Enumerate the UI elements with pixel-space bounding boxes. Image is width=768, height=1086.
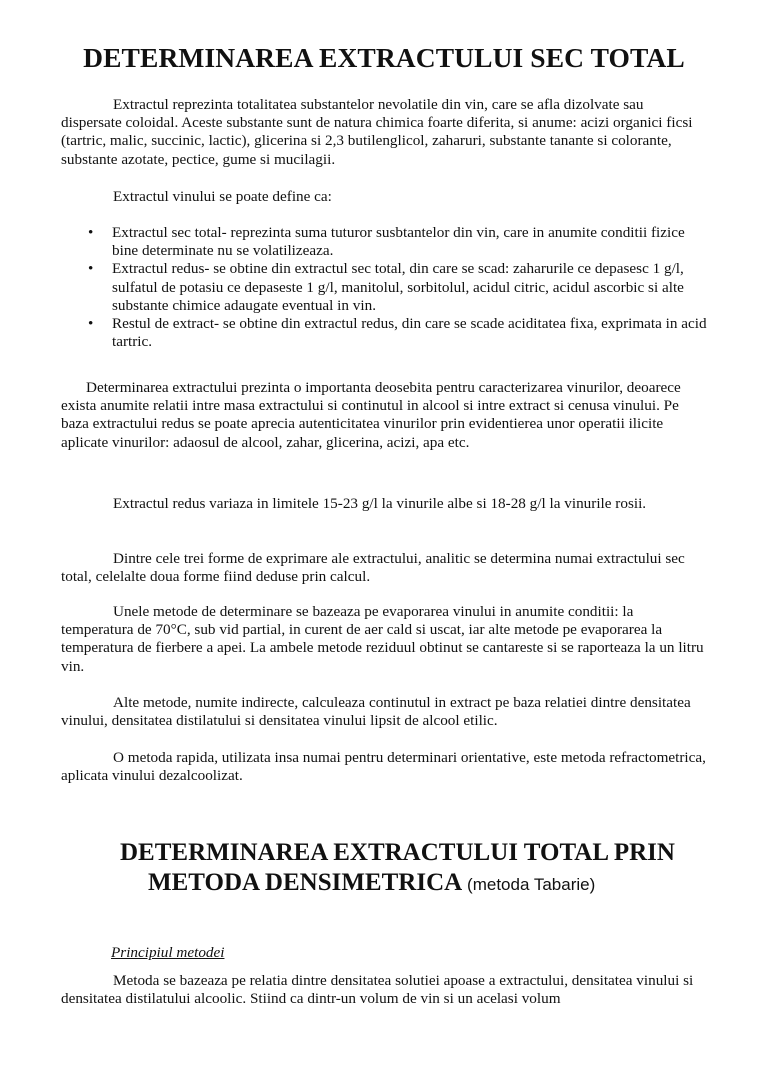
list-item-text: Restul de extract- se obtine din extractul redus, din care se scade aciditatea fixa, exprimata in acid tartric.: [112, 315, 707, 351]
calculation-paragraph: Dintre cele trei forme de exprimare ale extractului, analitic se determina numai extractului sec total, celelalte doua forme fiind deduse prin calcul.: [61, 550, 685, 586]
list-item-text: Extractul redus- se obtine din extractul sec total, din care se scad: zaharurile ce depasesc 1 g/l, sulfatul de potasiu ce depaseste 1 g/l, manitolul, sorbitolul, acidul citric, acidul ascorbic si alte substante chimice adaugate eventual in vin.: [112, 260, 684, 314]
importance-paragraph: Determinarea extractului prezinta o importanta deosebita pentru caracterizarea vinurilor, deoarece exista anumite relatii intre masa extractului si continutul in alcool si intre extract si cenusa vinului. Pe baza extractului redus se poate aprecia autenticitatea vinurilor prin evidentierea unor operatii ilicite aplicate vinurilor: adaosul de alcool, zahar, glicerina, acizi, apa etc.: [61, 379, 681, 451]
indirect-methods-paragraph: Alte metode, numite indirecte, calculeaza continutul in extract pe baza relatiei dintre densitatea vinului, densitatea distilatului si densitatea vinului lipsit de alcool etilic.: [61, 694, 691, 730]
section-title-line1: DETERMINAREA EXTRACTULUI TOTAL PRIN: [120, 839, 675, 866]
section-title-line2: METODA DENSIMETRICA: [148, 869, 461, 896]
bullet-icon: •: [88, 260, 94, 278]
evaporation-methods-paragraph: Unele metode de determinare se bazeaza pe evaporarea vinului in anumite conditii: la temperatura de 70°C, sub vid partial, in curent de aer cald si uscat, iar alte metode pe evaporarea la temperatura de fierbere a apei. La ambele metode reziduul obtinut se cantareste si se raporteaza la un litru vin.: [61, 603, 704, 675]
list-item: [61, 260, 707, 315]
subheading: Principiul metodei: [111, 944, 225, 961]
intro-paragraph: Extractul reprezinta totalitatea substantelor nevolatile din vin, care se afla dizolvate sau dispersate coloidal. Aceste substante sunt de natura chimica foarte diferita, si anume: acizi organici ficsi (tartric, malic, succinic, lactic), glicerina si 2,3 butilenglicol, zaharuri, substante tanante si colorante, substante azotate, pectice, gume si mucilagii.: [61, 96, 693, 168]
section-title-suffix: (metoda Tabarie): [467, 875, 596, 894]
refractometric-paragraph: O metoda rapida, utilizata insa numai pentru determinari orientative, este metoda refractometrica, aplicata vinului dezalcoolizat.: [61, 749, 706, 785]
definition-lead: Extractul vinului se poate define ca:: [113, 188, 332, 205]
reduced-extract-range-paragraph: Extractul redus variaza in limitele 15-23 g/l la vinurile albe si 18-28 g/l la vinurile rosii.: [113, 495, 647, 512]
principle-paragraph: Metoda se bazeaza pe relatia dintre densitatea solutiei apoase a extractului, densitatea vinului si densitatea distilatului alcoolic. Stiind ca dintr-un volum de vin si un acelasi volum: [61, 972, 694, 1008]
bullet-icon: •: [88, 315, 94, 333]
list-item: [61, 315, 707, 351]
section-title: [120, 838, 720, 900]
list-item-text: Extractul sec total- reprezinta suma tuturor susbtantelor din vin, care in anumite conditii fizice bine determinate nu se volatilizeaza.: [112, 224, 685, 260]
page-title: DETERMINAREA EXTRACTULUI SEC TOTAL: [83, 42, 685, 73]
section-title-line2-wrap: [120, 868, 720, 900]
list-item: [61, 224, 707, 260]
bullet-icon: •: [88, 224, 94, 241]
extract-definitions-list: [61, 224, 707, 351]
